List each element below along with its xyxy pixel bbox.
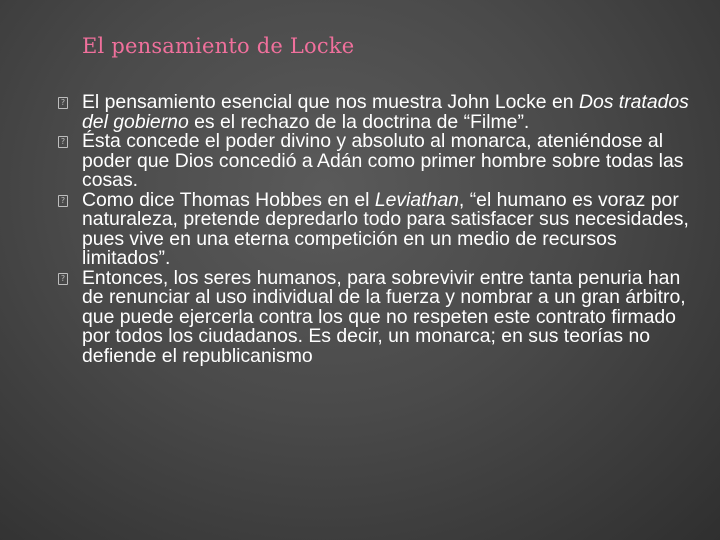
bullet-text-before: Ésta concede el poder divino y absoluto al monarca, ateniéndose al poder que Dios concedió a Adán como primer hombre sobre todas las cosas. [82, 130, 684, 191]
bullet-text-italic: Dos tratados del gobierno [82, 91, 689, 133]
bullet-list [58, 93, 690, 366]
missing-glyph-box-icon [58, 97, 68, 109]
bullet-item-4 [58, 266, 690, 367]
missing-glyph-box-icon [58, 195, 68, 207]
bullet-item-3 [58, 188, 690, 269]
missing-glyph-box-icon [58, 136, 68, 148]
bullet-item-2 [58, 132, 690, 191]
missing-glyph-box-icon [58, 273, 68, 285]
bullet-text-before: Entonces, los seres humanos, para sobrevivir entre tanta penuria han de renunciar al uso individual de la fuerza y nombrar a un gran árbitro, que puede ejercerla contra los que no respeten este contrato firmado por todos los ciudadanos. Es decir, un monarca; en sus teorías no defiende el republicanismo [82, 266, 686, 367]
bullet-text-italic: Leviathan [374, 188, 459, 211]
bullet-text-before: El pensamiento esencial que nos muestra John Locke en [82, 91, 579, 113]
bullet-text-after: , “el humano es voraz por naturaleza, pretende depredarlo todo para satisfacer sus necesidades, pues vive en una eterna competición en un medio de recursos limitados”. [82, 188, 689, 269]
bullet-item-1 [58, 93, 690, 132]
bullet-text-after: es el rechazo de la doctrina de “Filme”. [188, 110, 530, 133]
slide-title: El pensamiento de Locke [82, 34, 355, 58]
bullet-text-before: Como dice Thomas Hobbes en el [82, 188, 375, 211]
